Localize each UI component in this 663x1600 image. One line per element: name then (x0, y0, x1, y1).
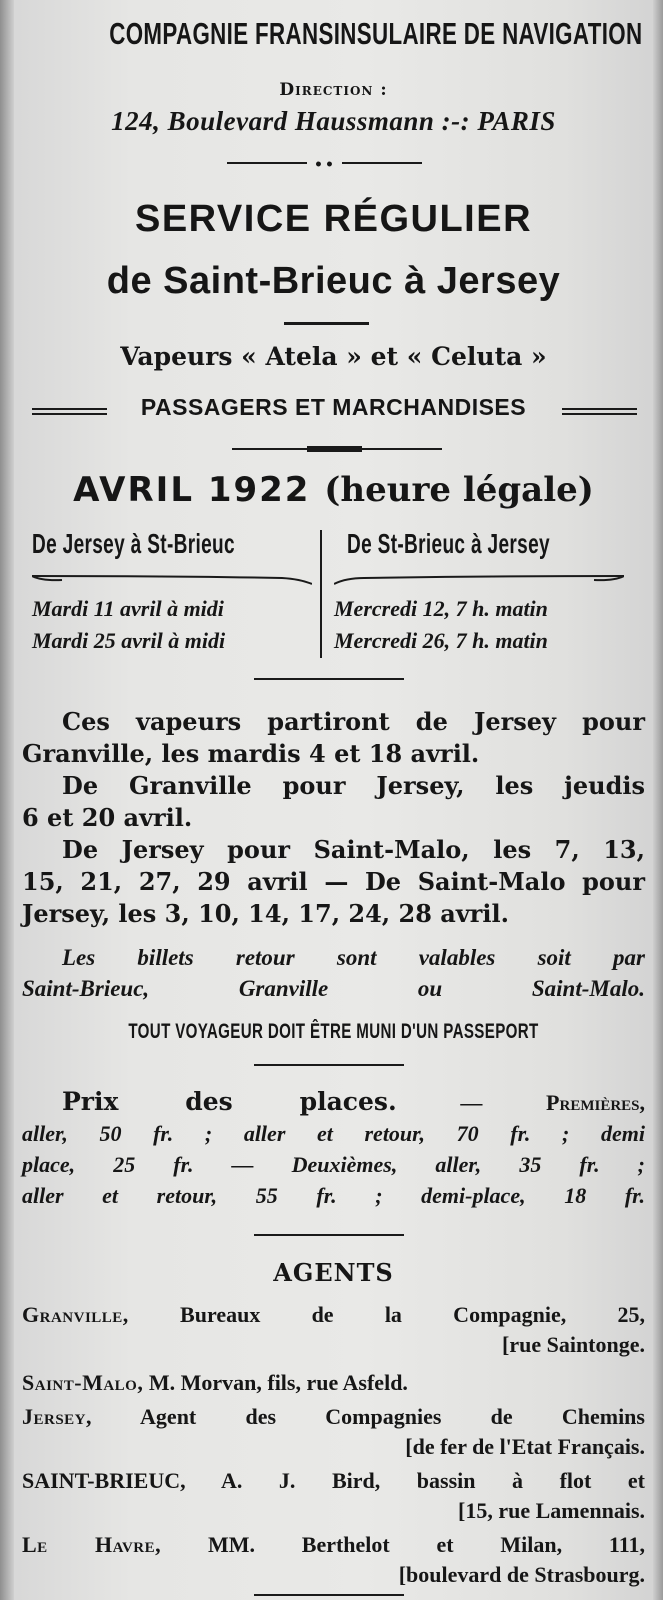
passport-notice: TOUT VOYAGEUR DOIT ÊTRE MUNI D'UN PASSEPORT (128, 1020, 539, 1043)
price-section (22, 1086, 645, 1211)
divider-bold-center (307, 446, 362, 452)
divider-right (342, 162, 422, 164)
ships-prefix: Vapeurs (120, 342, 233, 371)
direction-label: Direction : (279, 80, 388, 100)
service-title: SERVICE RÉGULIER (134, 198, 533, 240)
scan-shadow-left (0, 0, 14, 1600)
text-line: aller et retour, 55 fr. ; demi-place, 18 fr. (22, 1183, 645, 1208)
agent-granville (22, 1300, 645, 1360)
agent-line (22, 1300, 645, 1330)
text-line: Ces vapeurs partiront de Jersey pour (62, 707, 645, 736)
header-jersey-to-stbrieuc: De Jersey à St-Brieuc (32, 528, 235, 559)
ships-line (22, 342, 645, 371)
wave-rule-left (32, 572, 312, 586)
price-first-class: — Premières, (460, 1090, 646, 1115)
schedule-cell: Mercredi 12, 7 h. matin (334, 596, 548, 621)
agent-jersey (22, 1402, 645, 1462)
agent-line-2: [rue Saintonge. (502, 1332, 645, 1357)
company-address: 124, Boulevard Haussmann :-: PARIS (111, 106, 556, 136)
agent-city: Granville, (22, 1302, 129, 1327)
divider-prix (254, 1064, 404, 1066)
divider-agents (254, 1234, 404, 1236)
header-stbrieuc-to-jersey: De St-Brieuc à Jersey (347, 528, 550, 559)
text-line: 6 et 20 avril. (22, 803, 193, 832)
agent-details: Agent des Compagnies de Chemins (140, 1404, 645, 1429)
text-line: place, 25 fr. — Deuxièmes, aller, 35 fr. ; (22, 1152, 645, 1177)
text-line: Jersey, les 3, 10, 14, 17, 24, 28 avril. (22, 899, 509, 928)
ship-atela: « Atela » (241, 342, 362, 371)
agent-saint-brieuc (22, 1466, 645, 1526)
agent-city: Jersey, (22, 1404, 93, 1429)
schedule-cell: Mardi 25 avril à midi (32, 628, 226, 653)
agent-details: Bureaux de la Compagnie, 25, (180, 1302, 645, 1327)
divider-short (284, 322, 369, 325)
text-line (22, 1086, 645, 1118)
time-note: (heure légale) (324, 470, 594, 510)
agent-line-2: [15, rue Lamennais. (458, 1498, 645, 1523)
agents-title: AGENTS (273, 1258, 394, 1287)
double-rule-right (562, 408, 637, 415)
text-line: Granville, les mardis 4 et 18 avril. (22, 739, 480, 768)
ships-and: et (370, 342, 399, 371)
divider-dots: •• (314, 157, 336, 173)
paragraph-return-tickets (22, 942, 645, 1004)
agent-line-2: [de fer de l'Etat Français. (405, 1434, 645, 1459)
divider-left (227, 162, 307, 164)
agent-line (22, 1402, 645, 1432)
agent-line-2: [boulevard de Strasbourg. (398, 1562, 645, 1587)
month-label: AVRIL 1922 (73, 470, 311, 510)
text-line: aller, 50 fr. ; aller et retour, 70 fr. ; demi (22, 1121, 645, 1146)
schedule-cell: Mercredi 26, 7 h. matin (334, 628, 548, 653)
paragraph-granville (22, 706, 645, 930)
agent-saint-malo (22, 1368, 645, 1398)
scan-shadow-right (653, 0, 663, 1600)
agent-line (22, 1466, 645, 1496)
passengers-cargo: PASSAGERS ET MARCHANDISES (140, 394, 527, 420)
text-line: De Jersey pour Saint-Malo, les 7, 13, (62, 835, 645, 864)
company-name: COMPAGNIE FRANSINSULAIRE DE NAVIGATION (109, 16, 643, 51)
agent-details: M. Morvan, fils, rue Asfeld. (148, 1370, 408, 1395)
schedule-cell: Mardi 11 avril à midi (32, 596, 224, 621)
agent-line (22, 1368, 645, 1398)
divider-table-end (254, 678, 404, 680)
agent-city: Le Havre, (22, 1532, 162, 1557)
text-line: Les billets retour sont valables soit par (62, 945, 645, 970)
agent-details: MM. Berthelot et Milan, 111, (207, 1532, 645, 1557)
ship-celuta: « Celuta » (406, 342, 547, 371)
divider-bottom (254, 1594, 404, 1596)
table-column-separator (320, 530, 322, 658)
text-line: De Granville pour Jersey, les jeudis (62, 771, 645, 800)
agent-le-havre (22, 1530, 645, 1590)
agent-line (22, 1530, 645, 1560)
wave-rule-right (334, 572, 624, 586)
text-line: 15, 21, 27, 29 avril — De Saint-Malo pour (22, 867, 645, 896)
text-line: Saint-Brieuc, Granville ou Saint-Malo. (22, 976, 645, 1001)
schedule-month (22, 470, 645, 510)
service-route: de Saint-Brieuc à Jersey (106, 260, 561, 302)
agent-city: Saint-Malo, (22, 1370, 144, 1395)
agent-details: A. J. Bird, bassin à flot et (220, 1468, 645, 1493)
price-title: Prix des places. (62, 1087, 397, 1116)
agent-city: SAINT-BRIEUC, (22, 1468, 186, 1493)
